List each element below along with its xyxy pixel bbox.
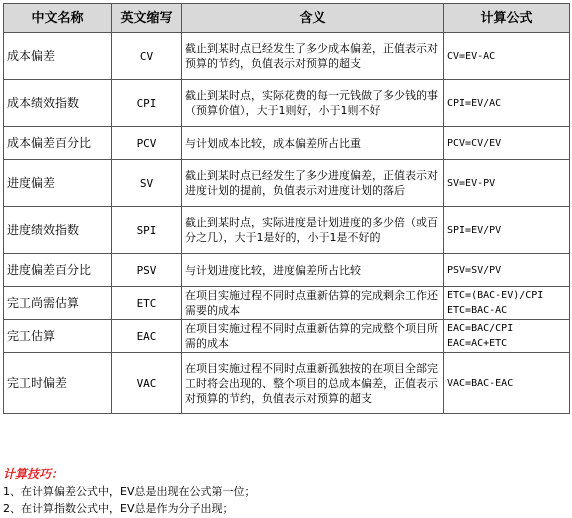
cell-meaning: 与计划进度比较，进度偏差所占比较 <box>182 254 444 287</box>
cell-abbreviation: ETC <box>112 287 182 320</box>
cell-formula: ETC=(BAC-EV)/CPI ETC=BAC-AC <box>444 287 570 320</box>
table-row-cpi <box>4 80 570 127</box>
cell-abbreviation: CPI <box>112 80 182 127</box>
cell-chinese-name: 完工尚需估算 <box>4 287 112 320</box>
table-row-pcv <box>4 127 570 160</box>
table-row-sv <box>4 160 570 207</box>
cell-chinese-name: 成本绩效指数 <box>4 80 112 127</box>
header-chinese-name: 中文名称 <box>4 4 112 33</box>
table-row-eac <box>4 320 570 353</box>
evm-formula-table <box>3 3 570 414</box>
cell-meaning: 在项目实施过程不同时点重新估算的完成剩余工作还需要的成本 <box>182 287 444 320</box>
cell-formula: PSV=SV/PV <box>444 254 570 287</box>
cell-meaning: 在项目实施过程不同时点重新孤独按的在项目全部完工时将会出现的、整个项目的总成本偏差，正值表示对预算的节约，负值表示对预算的超支 <box>182 353 444 414</box>
cell-meaning: 在项目实施过程不同时点重新估算的完成整个项目所需的成本 <box>182 320 444 353</box>
cell-chinese-name: 成本偏差百分比 <box>4 127 112 160</box>
cell-meaning: 截止到某时点已经发生了多少进度偏差，正值表示对进度计划的提前，负值表示对进度计划的落后 <box>182 160 444 207</box>
cell-abbreviation: SV <box>112 160 182 207</box>
cell-chinese-name: 进度绩效指数 <box>4 207 112 254</box>
cell-chinese-name: 进度偏差 <box>4 160 112 207</box>
table-row-spi <box>4 207 570 254</box>
cell-chinese-name: 完工估算 <box>4 320 112 353</box>
tips-title: 计算技巧： <box>3 467 64 481</box>
cell-meaning: 截止到某时点，实际进度是计划进度的多少倍（或百分之几），大于1是好的，小于1是不好的 <box>182 207 444 254</box>
header-formula: 计算公式 <box>444 4 570 33</box>
cell-formula: VAC=BAC-EAC <box>444 353 570 414</box>
table-row-psv <box>4 254 570 287</box>
cell-formula: PCV=CV/EV <box>444 127 570 160</box>
cell-chinese-name: 完工时偏差 <box>4 353 112 414</box>
table-row-vac <box>4 353 570 414</box>
calculation-tips <box>3 466 569 517</box>
table-row-cv <box>4 33 570 80</box>
cell-abbreviation: PCV <box>112 127 182 160</box>
cell-abbreviation: SPI <box>112 207 182 254</box>
header-meaning: 含义 <box>182 4 444 33</box>
cell-abbreviation: VAC <box>112 353 182 414</box>
cell-formula: EAC=BAC/CPI EAC=AC+ETC <box>444 320 570 353</box>
cell-meaning: 截止到某时点已经发生了多少成本偏差，正值表示对预算的节约，负值表示对预算的超支 <box>182 33 444 80</box>
cell-meaning: 与计划成本比较，成本偏差所占比重 <box>182 127 444 160</box>
cell-meaning: 截止到某时点，实际花费的每一元钱做了多少钱的事（预算价值），大于1则好，小于1则不好 <box>182 80 444 127</box>
evm-sheet <box>3 3 569 414</box>
cell-abbreviation: CV <box>112 33 182 80</box>
table-header-row <box>4 4 570 33</box>
cell-formula: SPI=EV/PV <box>444 207 570 254</box>
header-abbreviation: 英文缩写 <box>112 4 182 33</box>
cell-abbreviation: EAC <box>112 320 182 353</box>
table-row-etc <box>4 287 570 320</box>
tip-line: 1、在计算偏差公式中，EV总是出现在公式第一位； <box>3 485 256 498</box>
cell-formula: CPI=EV/AC <box>444 80 570 127</box>
tip-line: 2、在计算指数公式中，EV总是作为分子出现； <box>3 502 234 515</box>
cell-chinese-name: 成本偏差 <box>4 33 112 80</box>
cell-abbreviation: PSV <box>112 254 182 287</box>
cell-formula: CV=EV-AC <box>444 33 570 80</box>
cell-chinese-name: 进度偏差百分比 <box>4 254 112 287</box>
cell-formula: SV=EV-PV <box>444 160 570 207</box>
